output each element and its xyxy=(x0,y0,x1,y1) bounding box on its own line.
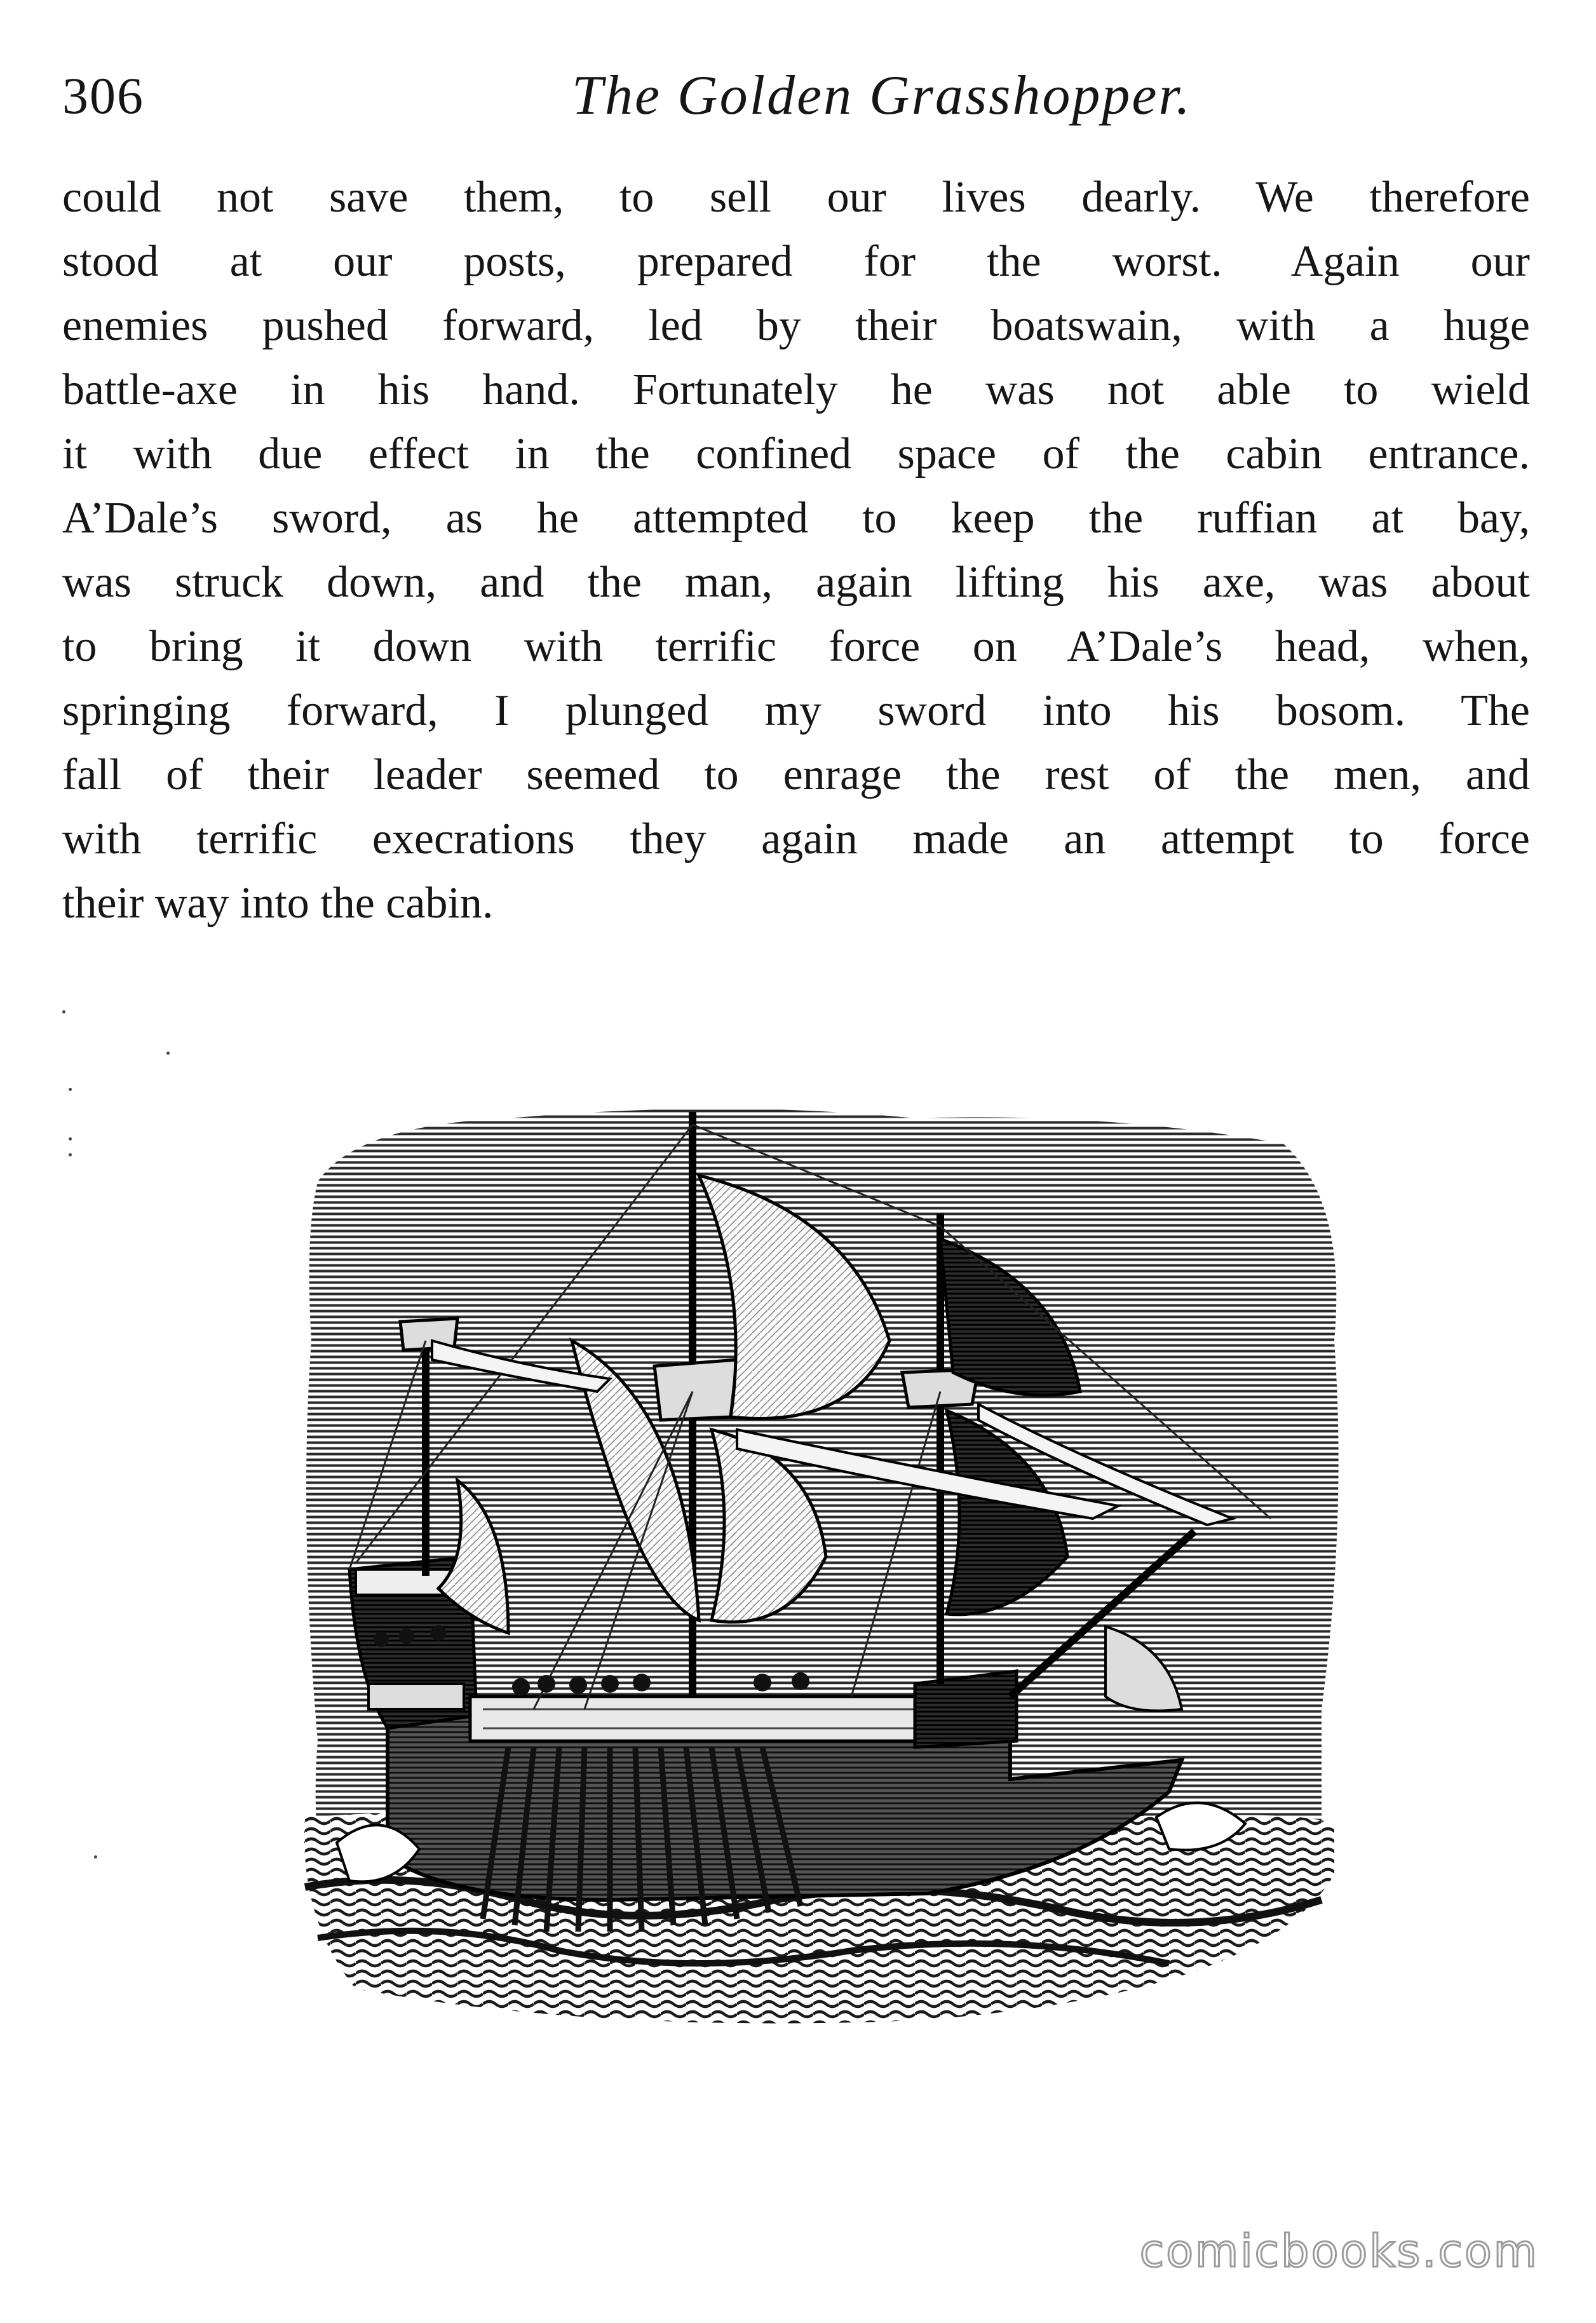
running-head xyxy=(62,61,1536,131)
page-number: 306 xyxy=(62,67,144,125)
text-line: enemies pushed forward, led by their boatswain, with a huge xyxy=(62,301,1530,350)
body-paragraph xyxy=(62,165,1530,935)
text-line: it with due effect in the confined space of the cabin entrance. xyxy=(62,430,1530,478)
text-line: springing forward, I plunged my sword into his bosom. The xyxy=(62,686,1530,735)
ship-engraving xyxy=(280,1074,1372,2046)
text-line: could not save them, to sell our lives dearly. We therefore xyxy=(62,173,1530,222)
text-line: stood at our posts, prepared for the worst. Again our xyxy=(62,237,1530,286)
text-line: battle-axe in his hand. Fortunately he was not able to wield xyxy=(62,365,1530,414)
text-line: their way into the cabin. xyxy=(62,879,494,928)
print-speck xyxy=(69,1153,72,1156)
text-line: A’Dale’s sword, as he attempted to keep the ruffian at bay, xyxy=(62,494,1530,543)
print-speck xyxy=(69,1137,72,1141)
print-speck xyxy=(166,1052,170,1055)
watermark: comicbooks.com xyxy=(1139,2225,1539,2277)
text-line: was struck down, and the man, again lifting his axe, was about xyxy=(62,558,1530,607)
print-speck xyxy=(94,1855,97,1859)
print-speck xyxy=(69,1088,72,1091)
text-line: with terrific execrations they again made an attempt to force xyxy=(62,815,1530,864)
text-line: fall of their leader seemed to enrage the rest of the men, and xyxy=(62,750,1530,799)
book-title: The Golden Grasshopper. xyxy=(572,65,1192,126)
print-speck xyxy=(62,1010,65,1013)
text-line: to bring it down with terrific force on A’Dale’s head, when, xyxy=(62,622,1530,671)
